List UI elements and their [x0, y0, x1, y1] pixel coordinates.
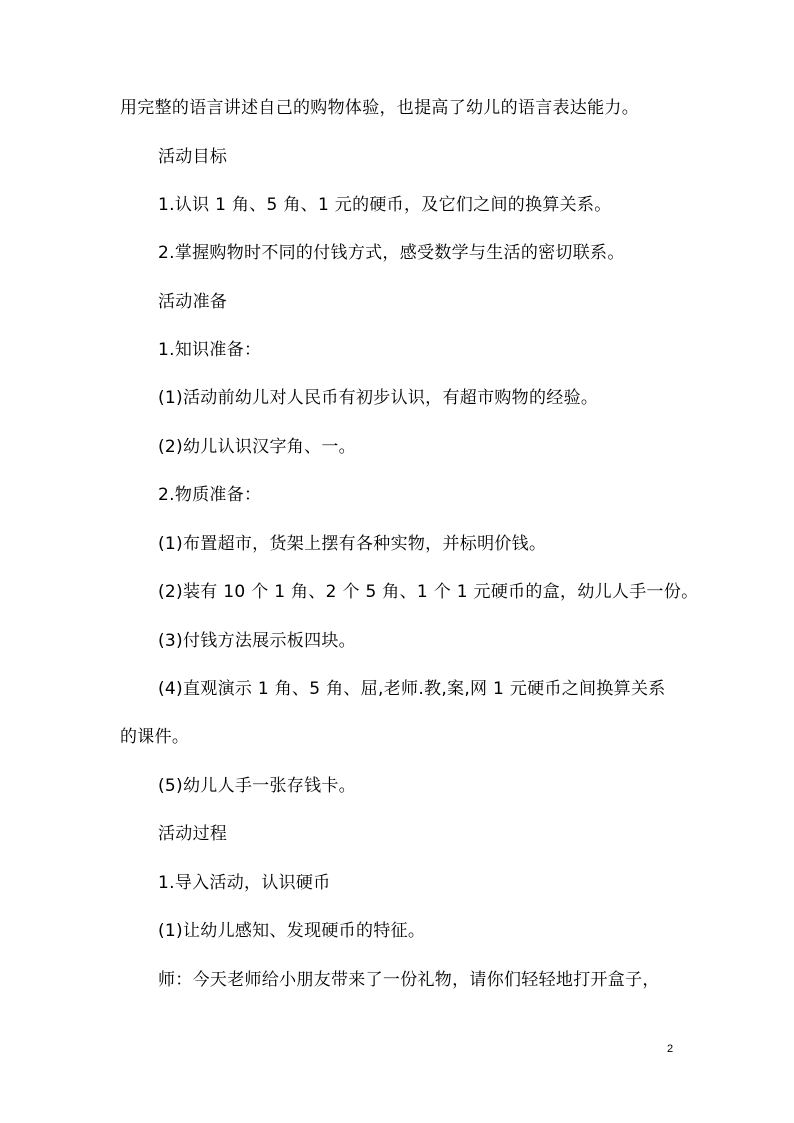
list-item: (1)布置超市，货架上摆有各种实物，并标明价钱。: [158, 534, 547, 554]
list-item: (1)活动前幼儿对人民币有初步认识，有超市购物的经验。: [158, 388, 599, 408]
list-item: (1)让幼儿感知、发现硬币的特征。: [158, 921, 426, 941]
section-heading-goals: 活动目标: [158, 147, 228, 167]
list-item: (5)幼儿人手一张存钱卡。: [158, 776, 356, 796]
list-item: (2)装有 10 个 1 角、2 个 5 角、1 个 1 元硬币的盒，幼儿人手一份。: [158, 582, 699, 602]
paragraph-line: 用完整的语言讲述自己的购物体验，也提高了幼儿的语言表达能力。: [120, 98, 639, 118]
list-item: (2)幼儿认识汉字角、一。: [158, 437, 356, 457]
page-number: 2: [667, 1043, 674, 1055]
subheading: 1.导入活动，认识硬币: [158, 873, 331, 893]
subheading: 2.物质准备：: [158, 485, 262, 505]
section-heading-process: 活动过程: [158, 824, 228, 844]
list-item: (4)直观演示 1 角、5 角、屈,老师.教,案,网 1 元硬币之间换算关系: [158, 679, 666, 699]
goal-item: 2.掌握购物时不同的付钱方式，感受数学与生活的密切联系。: [158, 243, 625, 263]
subheading: 1.知识准备：: [158, 340, 262, 360]
section-heading-preparation: 活动准备: [158, 292, 228, 312]
paragraph-line: 师：今天老师给小朋友带来了一份礼物，请你们轻轻地打开盒子，: [158, 970, 660, 990]
goal-item: 1.认识 1 角、5 角、1 元的硬币，及它们之间的换算关系。: [158, 195, 612, 215]
list-item-continuation: 的课件。: [120, 727, 190, 747]
list-item: (3)付钱方法展示板四块。: [158, 631, 356, 651]
